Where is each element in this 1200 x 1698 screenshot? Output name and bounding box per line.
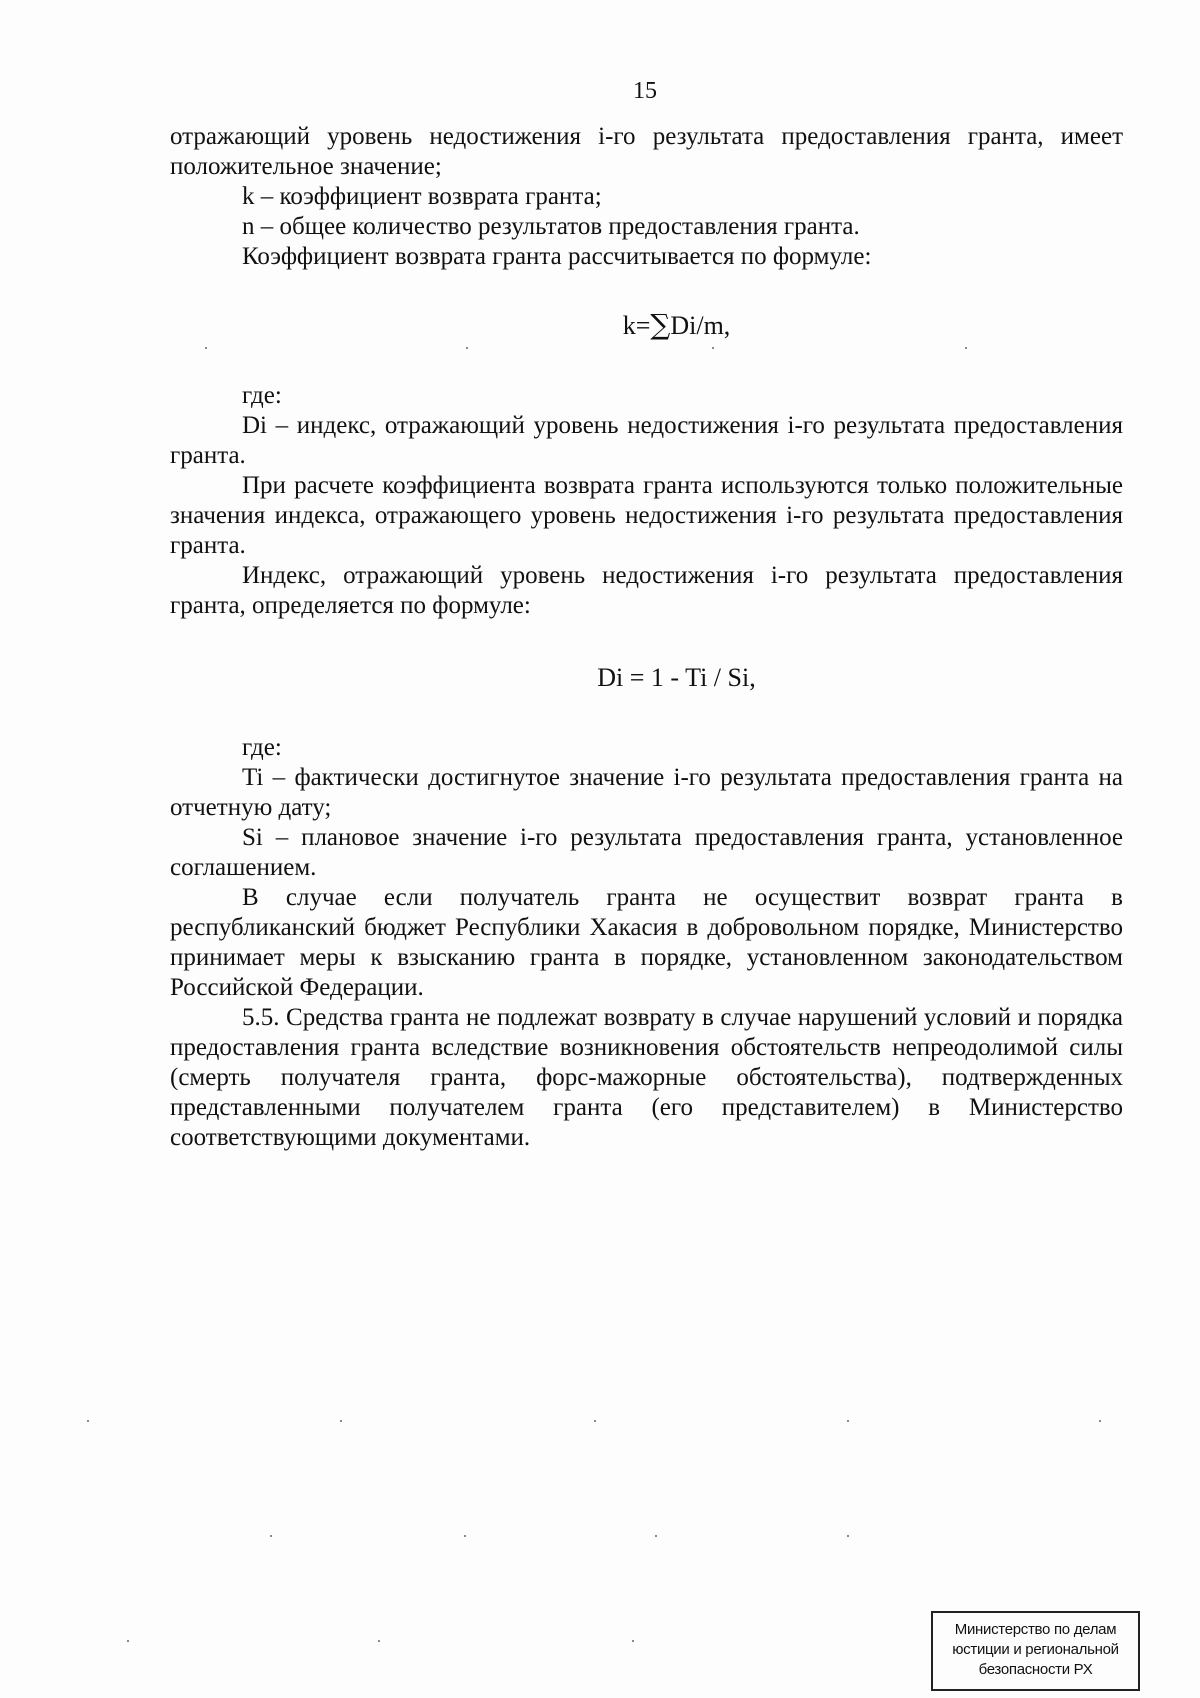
stamp-line: Министерство по делам	[954, 1621, 1117, 1638]
scan-dot	[847, 1535, 849, 1537]
paragraph: n – общее количество результатов предоставления гранта.	[242, 213, 860, 240]
formula-k-suffix: Di/m,	[670, 311, 731, 340]
scan-dot	[270, 1535, 272, 1537]
paragraph: Ti – фактически достигнутое значение i-го результата предоставления гранта на отчетную дату;	[170, 764, 1123, 821]
scan-dot	[87, 1420, 89, 1422]
scan-dot	[594, 1420, 596, 1422]
formula-d: Di = 1 - Ti / Si,	[597, 663, 756, 692]
document-body	[170, 122, 1123, 1153]
scan-dot	[632, 1640, 634, 1642]
paragraph: 5.5. Средства гранта не подлежат возврату в случае нарушений условий и порядка предоставления гранта вследствие возникновения обстоятельств непреодолимой силы (смерть получателя гранта, форс-мажорные обстоятельства), подтвержденных представленными получателем гранта (его представителем) в Министерство соответствующими документами.	[170, 1004, 1123, 1151]
formula-k	[170, 310, 1123, 341]
ministry-stamp	[931, 1611, 1140, 1691]
paragraph: k – коэффициент возврата гранта;	[242, 183, 602, 210]
sigma-symbol: ∑	[650, 308, 671, 341]
scan-dot	[205, 347, 207, 349]
scan-dot	[1099, 1420, 1101, 1422]
where-label: где:	[242, 382, 282, 409]
paragraph: В случае если получатель гранта не осуществит возврат гранта в республиканский бюджет Республики Хакасия в добровольном порядке, Министерство принимает меры к взысканию гранта в порядке, установленном законодательством Российской Федерации.	[170, 884, 1123, 1001]
scan-dot	[712, 347, 714, 349]
scan-dot	[965, 347, 967, 349]
scan-dot	[378, 1640, 380, 1642]
formula-k-prefix: k=	[622, 311, 651, 340]
scan-dot	[127, 1640, 129, 1642]
paragraph: Коэффициент возврата гранта рассчитывается по формуле:	[242, 243, 872, 270]
where-label: где:	[242, 734, 282, 761]
paragraph: Si – плановое значение i-го результата предоставления гранта, установленное соглашением.	[170, 824, 1123, 881]
stamp-line: безопасности РХ	[978, 1661, 1093, 1678]
scan-dot	[340, 1420, 342, 1422]
scan-dot	[464, 1535, 466, 1537]
stamp-line: юстиции и региональной	[952, 1641, 1119, 1658]
page-number: 15	[633, 78, 657, 104]
paragraph: отражающий уровень недостижения i-го результата предоставления гранта, имеет положительное значение;	[170, 123, 1123, 180]
scan-dot	[655, 1535, 657, 1537]
scan-dot	[466, 347, 468, 349]
paragraph: При расчете коэффициента возврата гранта используются только положительные значения индекса, отражающего уровень недостижения i-го результата предоставления гранта.	[170, 472, 1123, 559]
paragraph: Индекс, отражающий уровень недостижения i-го результата предоставления гранта, определяется по формуле:	[170, 562, 1123, 619]
paragraph: Di – индекс, отражающий уровень недостижения i-го результата предоставления гранта.	[170, 412, 1123, 469]
scan-dot	[847, 1420, 849, 1422]
